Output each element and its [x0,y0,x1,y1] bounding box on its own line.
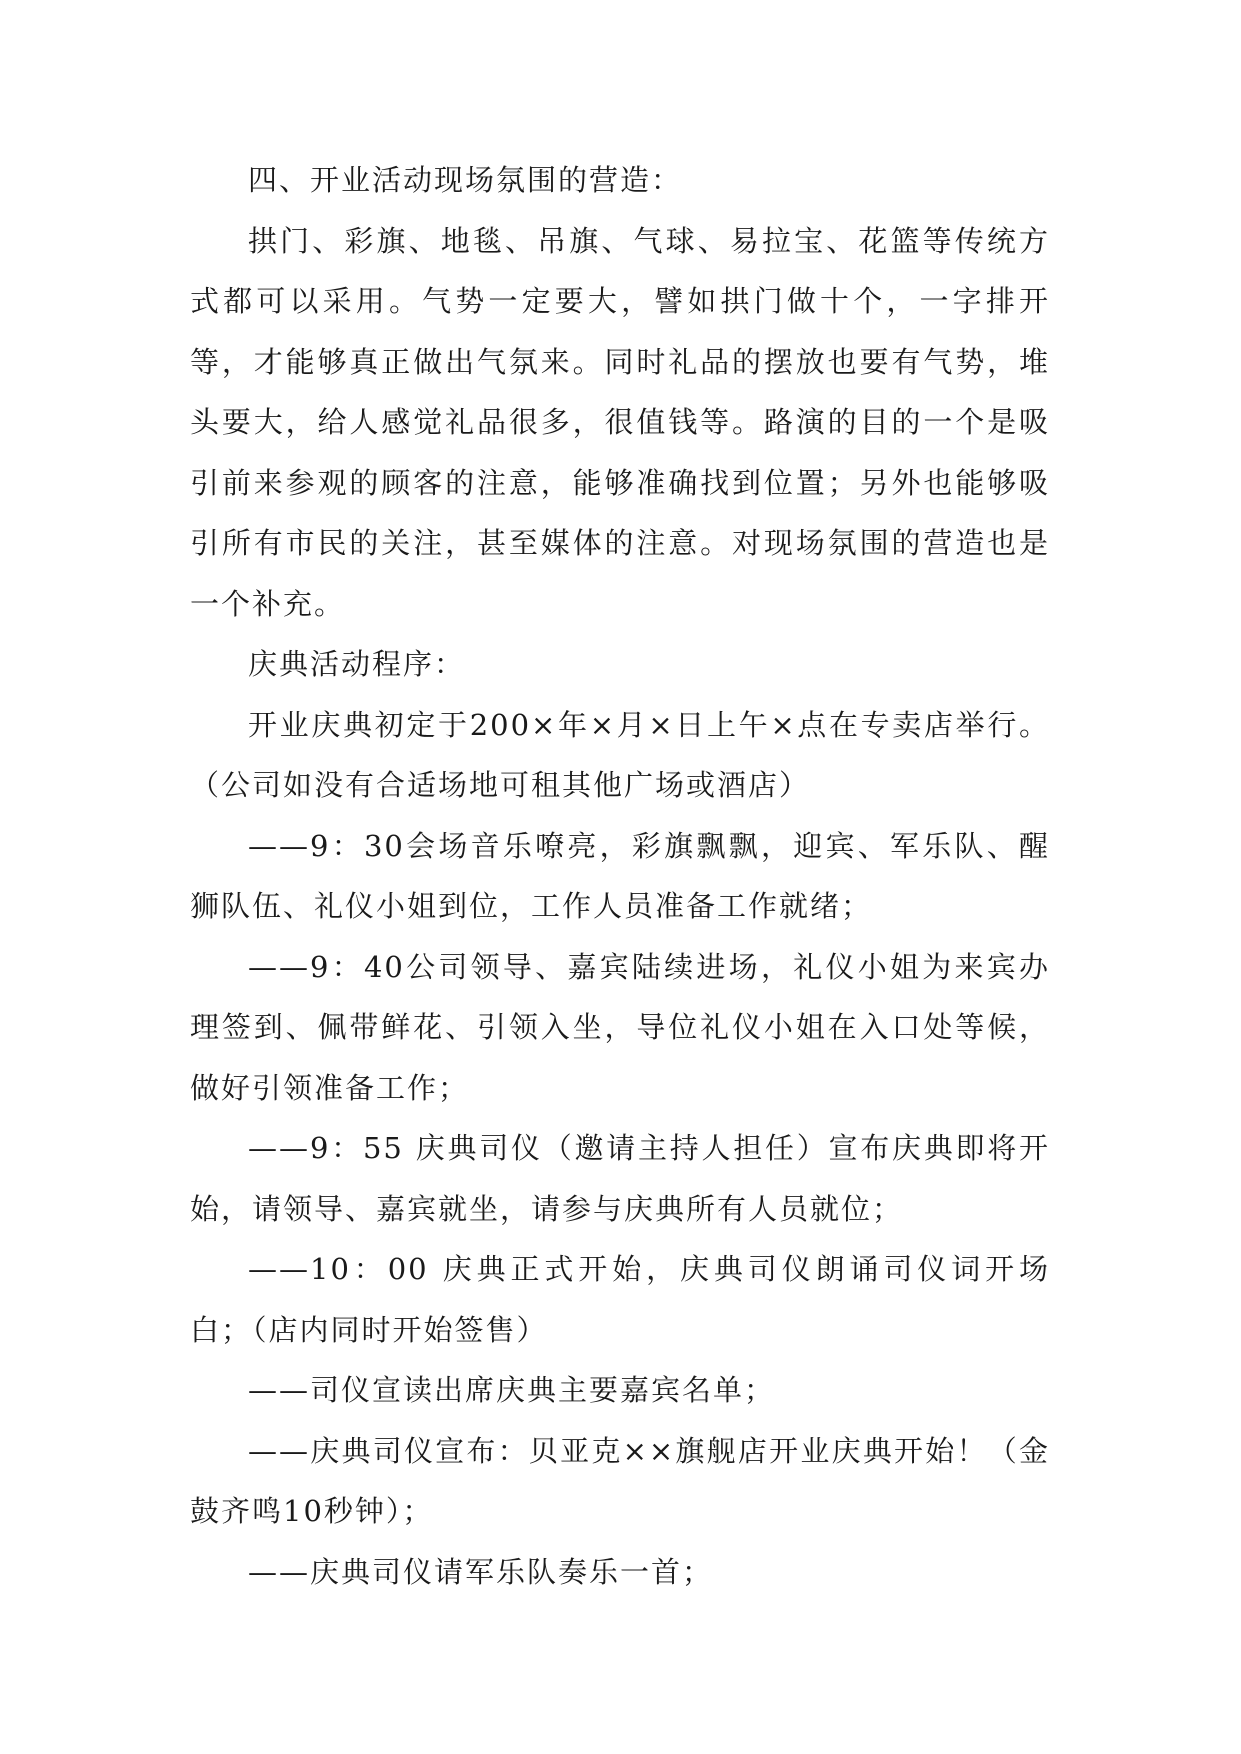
schedule-item-0940: ——9：40公司领导、嘉宾陆续进场，礼仪小姐为来宾办理签到、佩带鲜花、引领入坐，导位礼仪小姐在入口处等候，做好引领准备工作； [190,949,1050,1105]
schedule-item-band: ——庆典司仪请军乐队奏乐一首； [248,1554,714,1589]
schedule-item-0955: ——9：55 庆典司仪（邀请主持人担任）宣布庆典即将开始，请领导、嘉宾就坐，请参与庆典所有人员就位； [190,1131,1050,1226]
paragraph-atmosphere-details: 拱门、彩旗、地毯、吊旗、气球、易拉宝、花篮等传统方式都可以采用。气势一定要大，譬如拱门做十个，一字排开等，才能够真正做出气氛来。同时礼品的摆放也要有气势，堆头要大，给人感觉礼品很多，很值钱等。路演的目的一个是吸引前来参观的顾客的注意，能够准确找到位置；另外也能够吸引所有市民的关注，甚至媒体的注意。对现场氛围的营造也是一个补充。 [190,223,1050,621]
schedule-item-0930: ——9：30会场音乐嘹亮，彩旗飘飘，迎宾、军乐队、醒狮队伍、礼仪小姐到位，工作人员准备工作就绪； [190,828,1050,923]
schedule-item-opening-announcement: ——庆典司仪宣布：贝亚克××旗舰店开业庆典开始！（金鼓齐鸣10秒钟）； [190,1433,1050,1528]
document-page [190,150,1050,1602]
schedule-item-guest-list: ——司仪宣读出席庆典主要嘉宾名单； [248,1373,776,1407]
schedule-item-1000: ——10：00 庆典正式开始，庆典司仪朗诵司仪词开场白；（店内同时开始签售） [190,1252,1050,1347]
section-heading-atmosphere: 四、开业活动现场氛围的营造： [248,163,683,197]
paragraph-schedule-intro: 开业庆典初定于200×年×月×日上午×点在专卖店举行。（公司如没有合适场地可租其他广场或酒店） [190,707,1050,802]
section-heading-program: 庆典活动程序： [248,647,466,681]
